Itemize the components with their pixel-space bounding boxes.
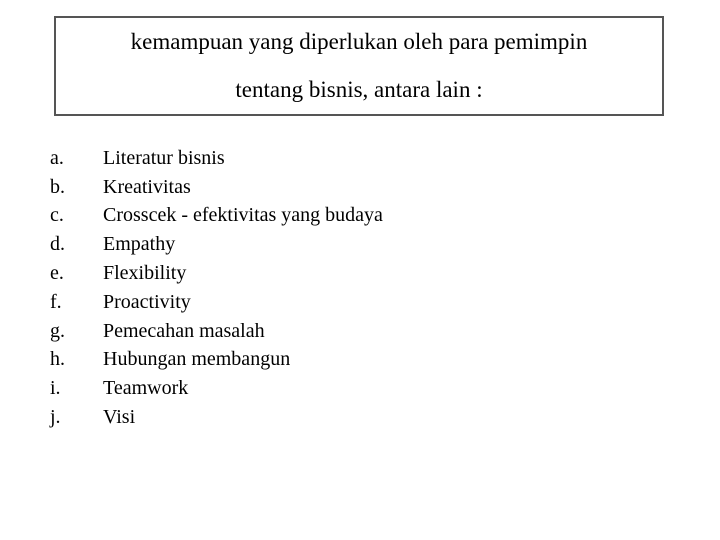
list-item [50,374,383,403]
list-marker: g. [50,319,65,342]
ability-list [50,144,383,432]
list-item [50,173,383,202]
list-marker: b. [50,175,65,198]
list-item-text: Hubungan membangun [103,348,291,371]
list-item [50,346,383,375]
list-item-text: Crosscek - efektivitas yang budaya [103,204,383,227]
list-item-text: Flexibility [103,262,187,285]
list-item [50,259,383,288]
list-item [50,403,383,432]
list-item [50,317,383,346]
list-item-text: Proactivity [103,290,191,313]
title-box [54,16,664,116]
list-item [50,230,383,259]
list-item-text: Literatur bisnis [103,146,225,169]
list-marker: f. [50,290,62,313]
list-item-text: Empathy [103,233,176,256]
list-marker: i. [50,377,61,400]
list-marker: a. [50,146,64,169]
list-marker: d. [50,233,65,256]
list-marker: e. [50,262,64,285]
list-marker: h. [50,348,65,371]
title-line-2: tentang bisnis, antara lain : [235,77,483,102]
list-item-text: Kreativitas [103,175,191,198]
list-item [50,202,383,231]
list-item-text: Visi [103,406,136,429]
list-marker: c. [50,204,64,227]
list-item [50,144,383,173]
list-item-text: Pemecahan masalah [103,319,265,342]
list-marker: j. [50,406,61,429]
title-line-1: kemampuan yang diperlukan oleh para pemimpin [130,29,588,54]
list-item-text: Teamwork [103,377,189,400]
list-item [50,288,383,317]
